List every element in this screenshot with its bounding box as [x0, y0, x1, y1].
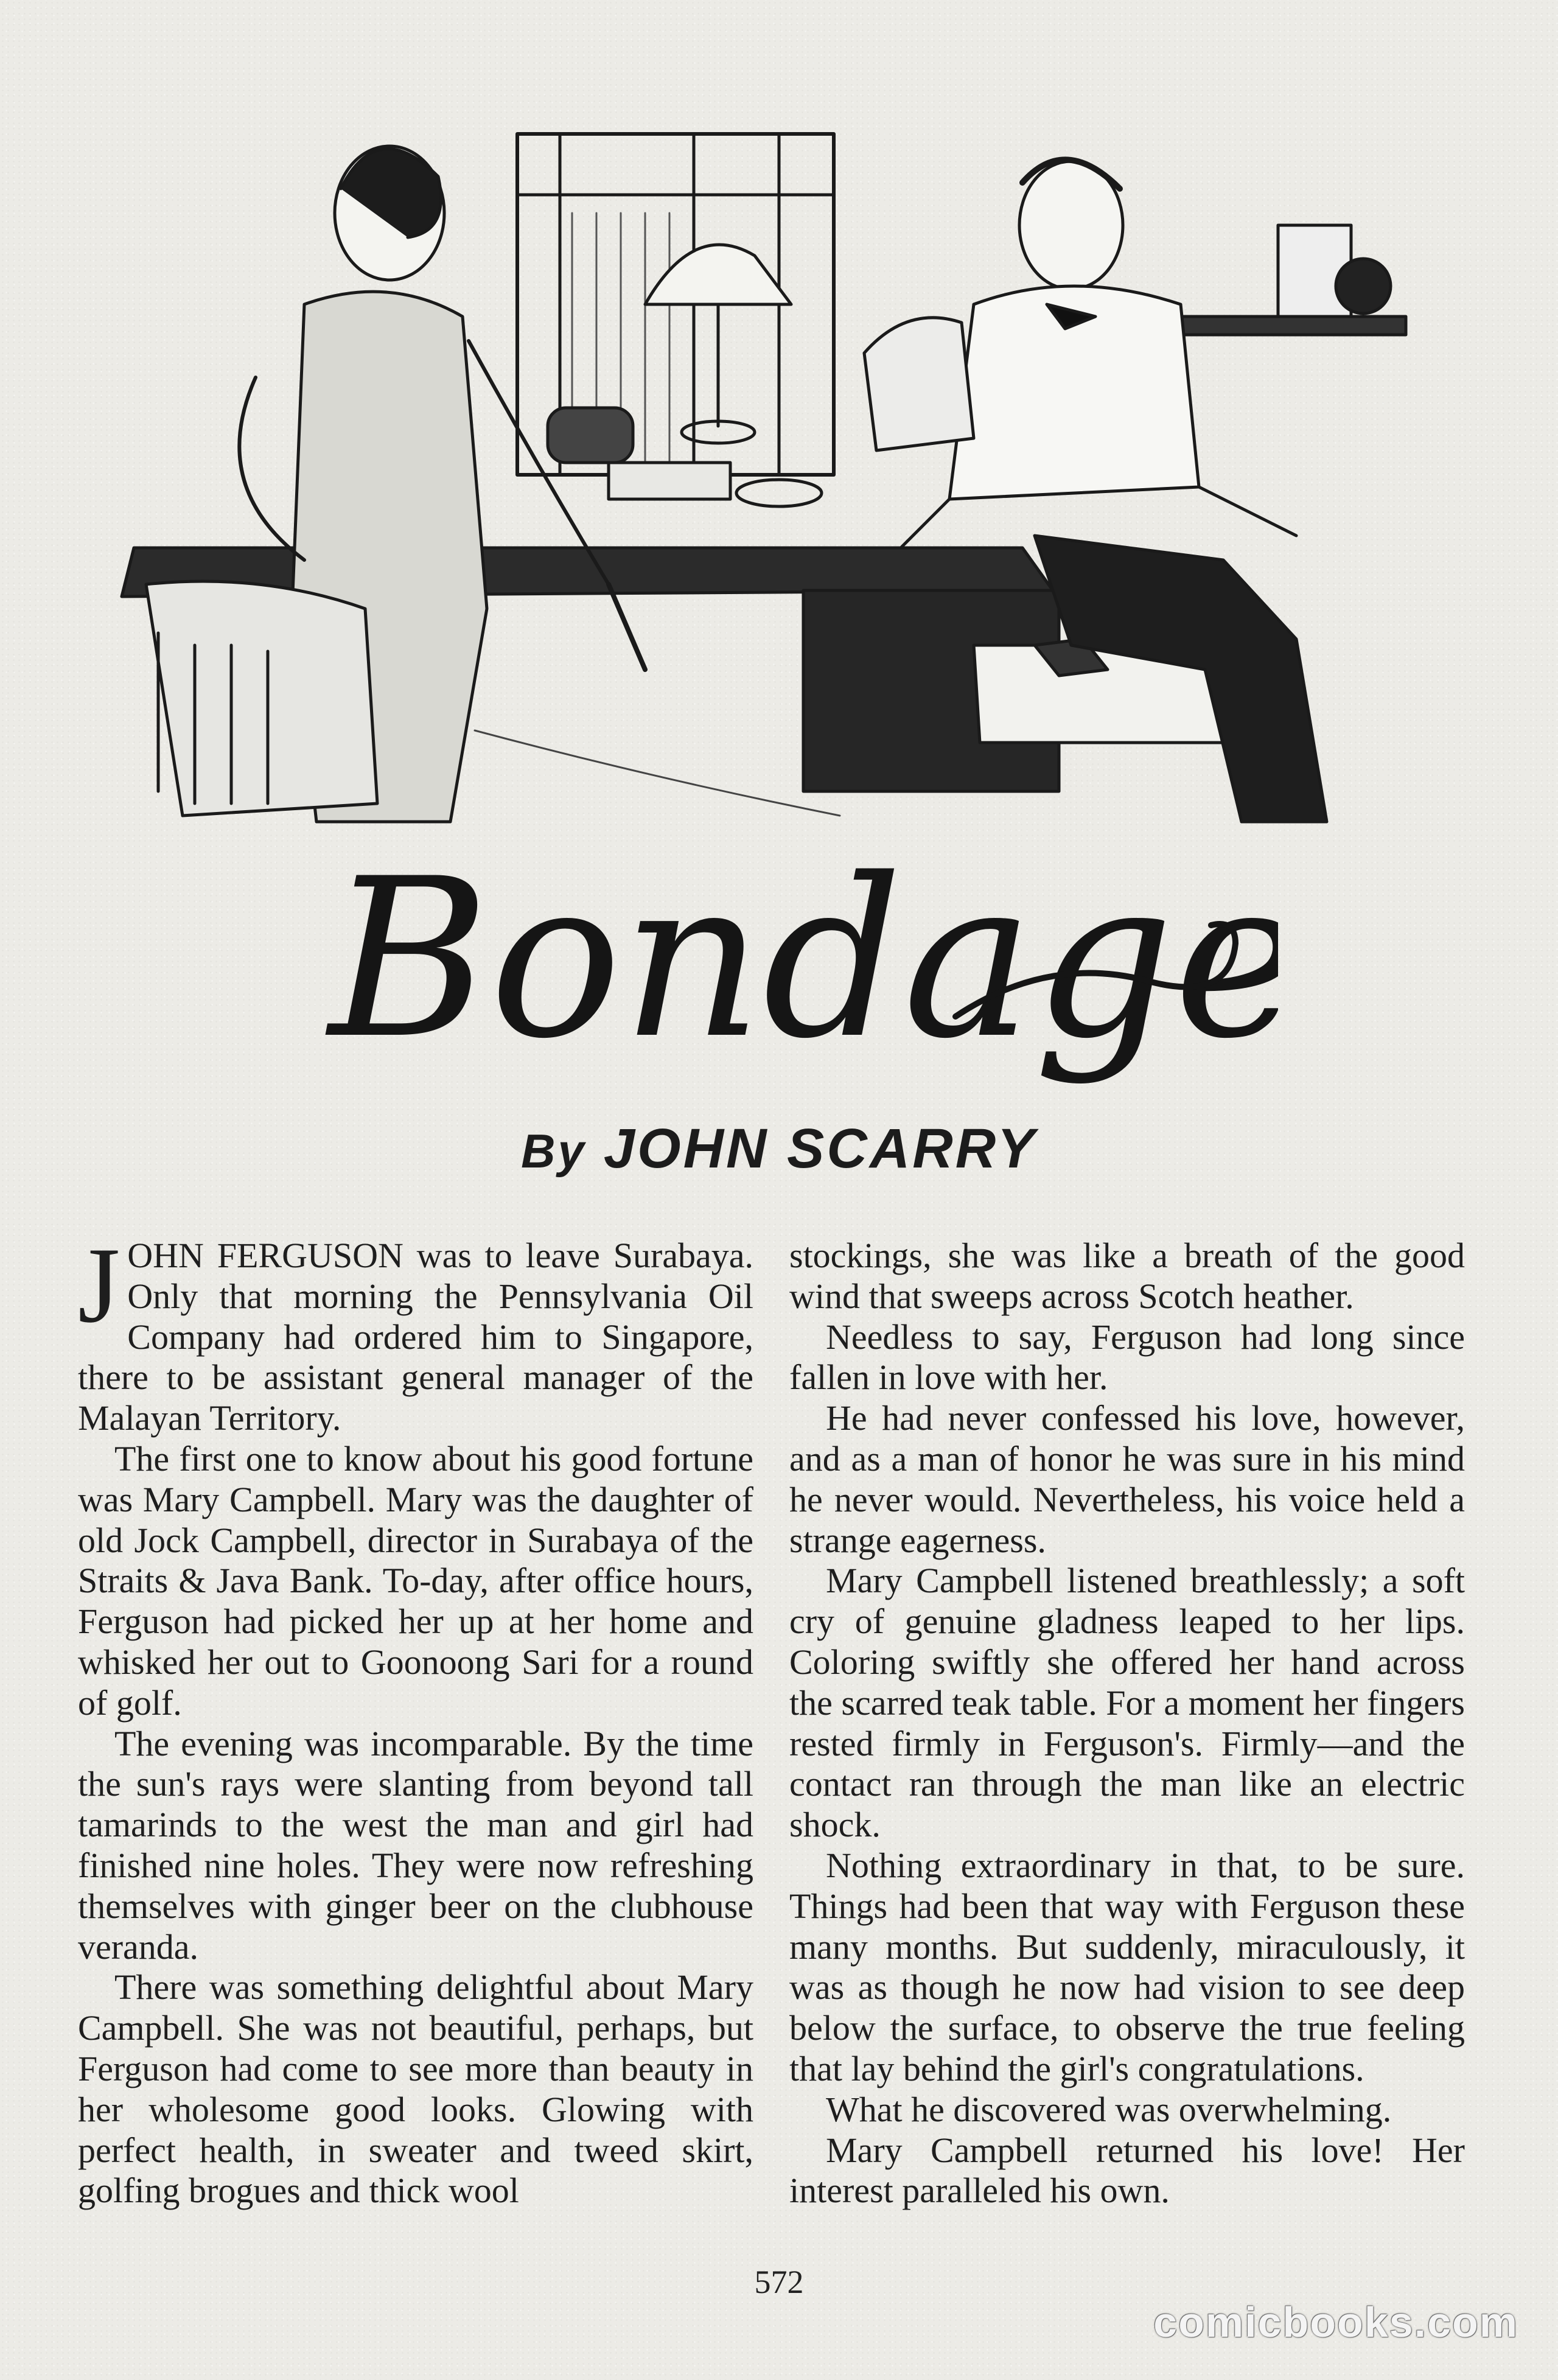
page-number: 572	[754, 2264, 804, 2300]
story-paragraph: Mary Campbell returned his love! Her interest paralleled his own.	[789, 2130, 1465, 2211]
story-paragraph: What he discovered was overwhelming.	[826, 2089, 1392, 2129]
story-paragraph: Nothing extraordinary in that, to be sure. Things had been that way with Ferguson these many months. But suddenly, miraculously, it was as though he now had vision to see deep below the surface, to observe the true feeling that lay behind the girl's congratulations.	[789, 1845, 1465, 2088]
story-paragraph: He had never confessed his love, however, and as a man of honor he was sure in his mind he never would. Nevertheless, his voice held a strange eagerness.	[789, 1398, 1465, 1560]
story-paragraph: Mary Campbell listened breathlessly; a soft cry of genuine gladness leaped to her lips. Coloring swiftly she offered her hand across the scarred teak table. For a moment her fingers rested firmly in Ferguson's. Firmly—and the contact ran through the man like an electric shock.	[789, 1561, 1465, 1845]
story-title-text: Bondage	[329, 834, 1278, 1087]
story-paragraph: stockings, she was like a breath of the good wind that sweeps across Scotch heather.	[789, 1236, 1465, 1316]
watermark-text: comicbooks.com	[1153, 2298, 1518, 2346]
story-column-right	[789, 1236, 1465, 2211]
story-illustration	[110, 122, 1436, 840]
byline	[0, 1117, 1558, 1181]
byline-prefix: By	[521, 1124, 587, 1178]
story-title	[280, 834, 1278, 1114]
story-paragraph: Needless to say, Ferguson had long since fallen in love with her.	[789, 1317, 1465, 1398]
story-paragraph: There was something delightful about Mary Campbell. She was not beautiful, perhaps, but Ferguson had come to see more than beauty in her wholesome good looks. Glowing with perfect health, in sweater and tweed skirt, golfing brogues and thick wool	[78, 1967, 753, 2211]
drop-cap: J	[78, 1225, 121, 1345]
story-paragraph: The first one to know about his good fortune was Mary Campbell. Mary was the daughter of old Jock Campbell, director in Surabaya of the Straits & Java Bank. To-day, after office hours, Ferguson had picked her up at her home and whisked her out to Goonoong Sari for a round of golf.	[78, 1438, 753, 1723]
story-column-left	[78, 1225, 753, 2211]
story-paragraph: The evening was incomparable. By the time the sun's rays were slanting from beyond tall tamarinds to the west the man and girl had finished nine holes. They were now refreshing themselves with ginger beer on the clubhouse veranda.	[78, 1723, 753, 1967]
byline-author: JOHN SCARRY	[603, 1118, 1037, 1180]
story-paragraph: JOHN FERGUSON was to leave Surabaya. Only that morning the Pennsylvania Oil Company had ordered him to Singapore, there to be assistant general manager of the Malayan Territory.	[78, 1225, 753, 1438]
